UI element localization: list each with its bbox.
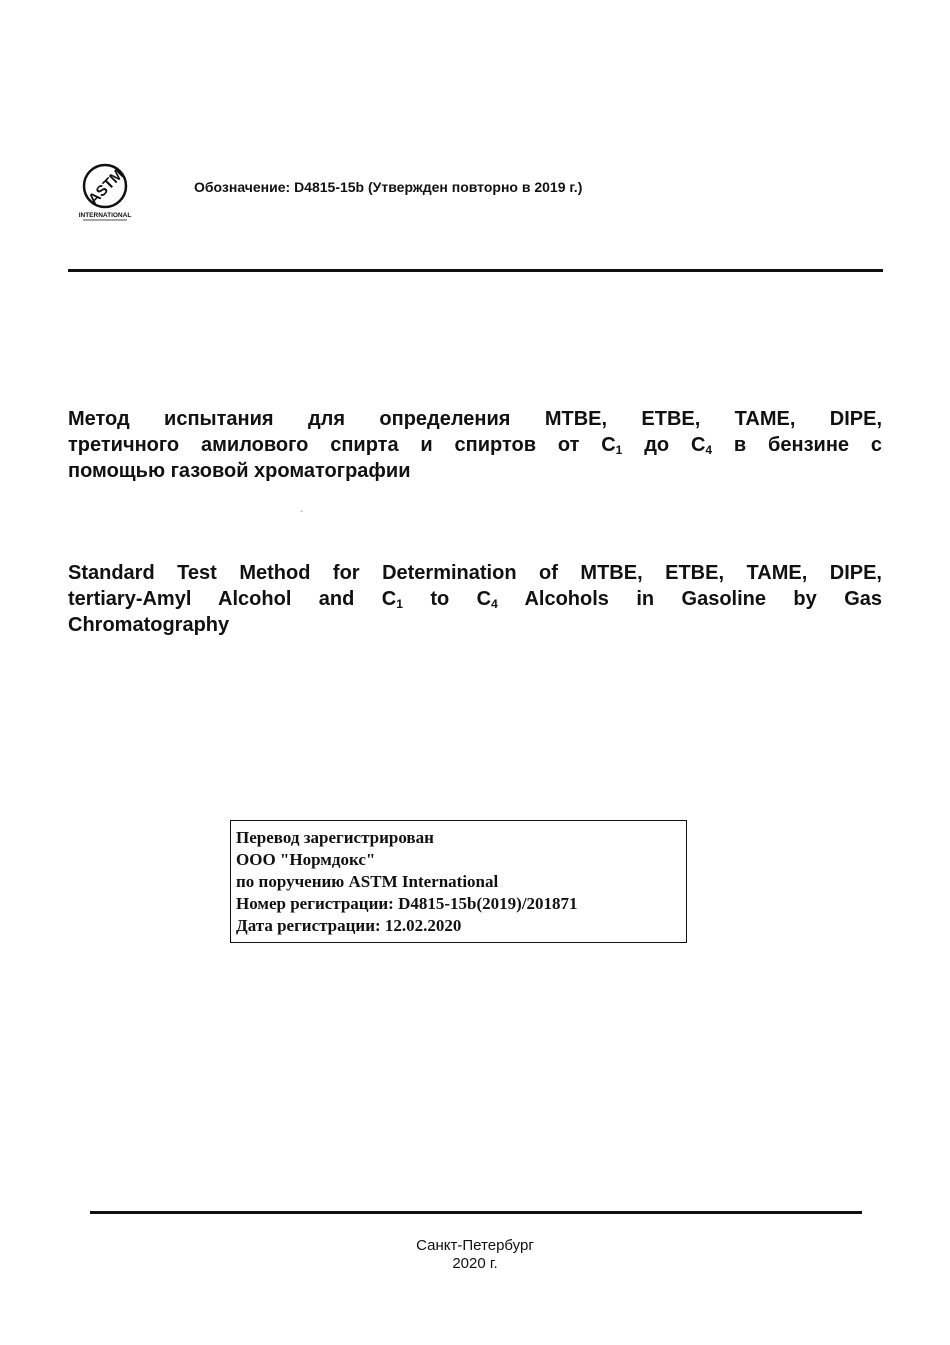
astm-international-logo-icon (78, 162, 132, 222)
registration-line-1: Перевод зарегистрирован (236, 828, 434, 847)
title-russian (68, 406, 882, 484)
title-english (68, 560, 882, 638)
title-en-line-1: Standard Test Method for Determination of MTBE, ETBE, TAME, DIPE, (68, 562, 882, 584)
title-en-line-2: tertiary-Amyl Alcohol and $C_1$ to $C_4$ Alcohols in Gasoline by Gas (68, 588, 882, 611)
registration-box (230, 820, 687, 943)
title-ru-line-3: помощью газовой хроматографии (68, 460, 411, 482)
document-designation: Обозначение: D4815-15b (Утвержден повторно в 2019 г.) (194, 179, 583, 195)
logo-main-text: ASTM (85, 166, 128, 209)
title-ru-line-2: третичного амилового спирта и спиртов от $C_1$ до $C_4$ в бензине с (68, 434, 882, 457)
astm-logo (78, 162, 132, 222)
title-ru-line-1: Метод испытания для определения MTBE, ETBE, TAME, DIPE, (68, 408, 882, 430)
footer-city: Санкт-Петербург (416, 1237, 534, 1254)
registration-date: Дата регистрации: 12.02.2020 (236, 916, 462, 935)
registration-line-3: по поручению ASTM International (236, 872, 499, 891)
logo-sub-text: INTERNATIONAL (78, 212, 132, 219)
footer-year: 2020 г. (452, 1255, 498, 1272)
stray-mark: - (300, 506, 304, 517)
registration-line-2: ООО "Нормдокс" (236, 850, 376, 869)
registration-number: Номер регистрации: D4815-15b(2019)/201871 (236, 894, 578, 913)
title-en-line-3: Chromatography (68, 614, 230, 636)
top-divider (68, 269, 883, 272)
bottom-divider (90, 1211, 862, 1214)
